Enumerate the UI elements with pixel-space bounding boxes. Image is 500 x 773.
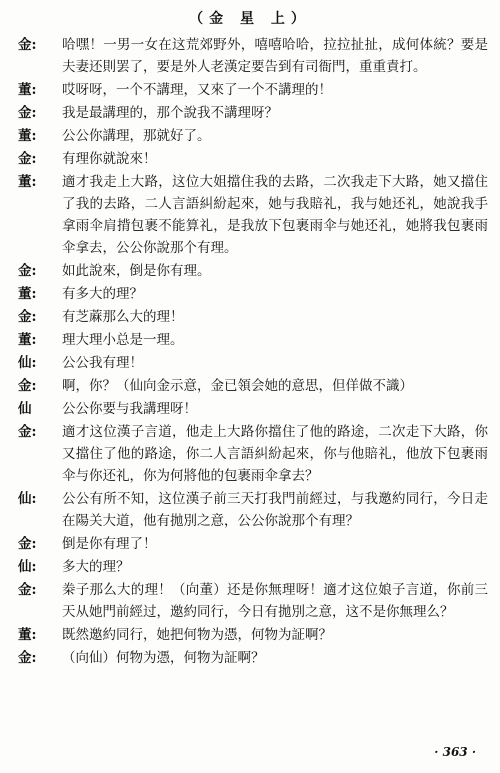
dialogue-line — [18, 79, 488, 101]
speaker-label: 董: — [18, 286, 37, 302]
dialogue-text: 我是最講理的，那个說我不講理呀？ — [62, 105, 278, 121]
dialogue-text: （向仙）何物为憑，何物为証啊？ — [62, 650, 265, 666]
speaker-label: 金: — [18, 424, 37, 440]
dialogue-text: 公公我有理！ — [62, 355, 143, 371]
speaker-label: 董: — [18, 332, 37, 348]
dialogue-line — [18, 488, 488, 532]
dialogue-text: 啊，你？（仙向金示意，金已領会她的意思，但佯做不識） — [62, 378, 413, 394]
speaker-label: 董: — [18, 82, 37, 98]
dialogue-line — [18, 148, 488, 170]
dialogue-text: 公公你要与我講理呀！ — [62, 401, 197, 417]
dialogue-line — [18, 306, 488, 328]
dialogue-text: 公公你講理，那就好了。 — [62, 128, 211, 144]
dialogue-line — [18, 398, 488, 420]
speaker-label: 仙 — [18, 401, 32, 417]
dialogue-line — [18, 556, 488, 578]
dialogue-text: 有多大的理？ — [62, 286, 143, 302]
dialogue-text: 有理你就說來！ — [62, 151, 157, 167]
dialogue-line — [18, 624, 488, 646]
dialogue-line — [18, 533, 488, 555]
dialogue-text: 倒是你有理了！ — [62, 536, 157, 552]
dialogue-text: 哈嘿！一男一女在这荒郊野外，嘻嘻哈哈，拉拉扯扯，成何体統？要是夫妻还則罢了，要是外人老漢定要告到有司衙門，重重責打。 — [62, 37, 488, 75]
speaker-label: 仙: — [18, 491, 37, 507]
page-number: · 363 · — [434, 745, 476, 759]
speaker-label: 董: — [18, 128, 37, 144]
dialogue-line — [18, 102, 488, 124]
speaker-label: 金: — [18, 151, 37, 167]
speaker-label: 金: — [18, 582, 37, 598]
speaker-label: 金: — [18, 105, 37, 121]
dialogue-text: 多大的理？ — [62, 559, 130, 575]
dialogue-text: 公公有所不知，这位漢子前三天打我門前經过，与我邀約同行，今日走在陽关大道，他有拋別之意，公公你說那个有理？ — [62, 491, 488, 529]
dialogue-text: 有芝蔴那么大的理！ — [62, 309, 184, 325]
dialogue-line — [18, 421, 488, 487]
speaker-label: 金: — [18, 37, 37, 53]
dialogue-text: 哎呀呀，一个不講理，又來了一个不講理的！ — [62, 82, 332, 98]
speaker-label: 董: — [18, 174, 37, 190]
dialogue-line — [18, 260, 488, 282]
speaker-label: 金: — [18, 650, 37, 666]
speaker-label: 金: — [18, 536, 37, 552]
dialogue-block — [18, 34, 488, 670]
dialogue-text: 理大理小总是一理。 — [62, 332, 184, 348]
dialogue-line — [18, 125, 488, 147]
dialogue-text: 適才我走上大路，这位大姐擋住我的去路，二次我走下大路，她又擋住了我的去路，二人言語糾紛起來，她与我賠礼，我与她还礼，她說我手拿雨伞肩揹包裹不能算礼，是我放下包裹雨伞与她还礼，她將我包裹雨伞拿去，公公你說那个有理。 — [62, 174, 488, 256]
dialogue-text: 如此說來，倒是你有理。 — [62, 263, 211, 279]
dialogue-line — [18, 352, 488, 374]
dialogue-text: 適才这位漢子言道，他走上大路你擋住了他的路途，二次走下大路，你又擋住了他的路途，你二人言語糾紛起來，你与他賠礼，他放下包裹雨伞与你还礼，你为何將他的包裹雨伞拿去？ — [62, 424, 488, 484]
speaker-label: 董: — [18, 627, 37, 643]
dialogue-line — [18, 171, 488, 259]
dialogue-text: 桊子那么大的理！（向董）还是你無理呀！適才这位娘子言道，你前三天从她門前經过，邀約同行，今日有拋別之意，这不是你無理么？ — [62, 582, 488, 620]
dialogue-line — [18, 579, 488, 623]
speaker-label: 金: — [18, 378, 37, 394]
dialogue-line — [18, 375, 488, 397]
speaker-label: 金: — [18, 309, 37, 325]
page-header: （金 星 上） — [189, 11, 311, 27]
dialogue-line — [18, 647, 488, 669]
dialogue-text: 既然邀約同行，她把何物为憑，何物为証啊？ — [62, 627, 332, 643]
dialogue-line — [18, 283, 488, 305]
dialogue-line — [18, 329, 488, 351]
speaker-label: 仙: — [18, 355, 37, 371]
speaker-label: 仙: — [18, 559, 37, 575]
dialogue-line — [18, 34, 488, 78]
speaker-label: 金: — [18, 263, 37, 279]
